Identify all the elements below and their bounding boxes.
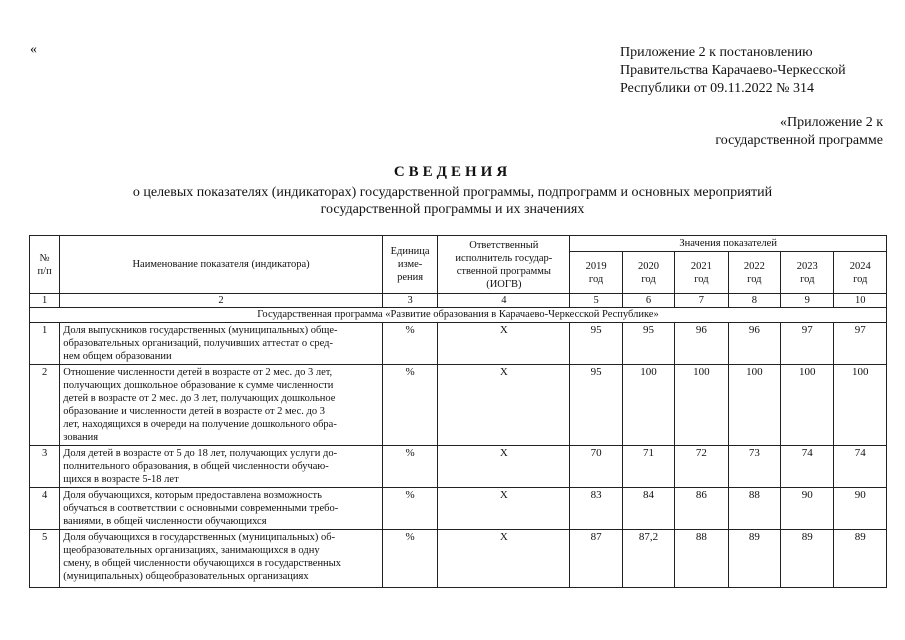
header-year: 2024 год — [834, 252, 887, 294]
indicator-unit: % — [382, 488, 437, 530]
indicator-index: 4 — [30, 488, 60, 530]
column-number-row — [30, 294, 887, 308]
indicator-name: Доля обучающихся, которым предоставлена возможность обучаться в соответствии с основными современными требо- ваниями, в общей численности обучающихся — [60, 488, 383, 530]
indicator-value: 71 — [622, 446, 674, 488]
indicator-index: 2 — [30, 365, 60, 446]
indicator-executor: Х — [438, 365, 570, 446]
indicator-value: 88 — [728, 488, 780, 530]
indicator-value: 89 — [728, 530, 780, 588]
indicator-value: 74 — [781, 446, 834, 488]
indicator-value: 100 — [622, 365, 674, 446]
indicator-row — [30, 530, 887, 588]
indicator-value: 95 — [570, 365, 622, 446]
indicator-value: 97 — [781, 323, 834, 365]
column-number: 4 — [438, 294, 570, 308]
column-number: 3 — [382, 294, 437, 308]
opening-quote-mark: « — [30, 42, 37, 57]
indicator-executor: Х — [438, 488, 570, 530]
header-num: № п/п — [30, 236, 60, 294]
indicator-value: 87 — [570, 530, 622, 588]
column-number: 7 — [675, 294, 728, 308]
column-number: 1 — [30, 294, 60, 308]
header-year: 2022 год — [728, 252, 780, 294]
indicator-value: 90 — [781, 488, 834, 530]
indicator-value: 87,2 — [622, 530, 674, 588]
indicator-value: 72 — [675, 446, 728, 488]
indicator-name: Отношение численности детей в возрасте от 2 мес. до 3 лет, получающих дошкольное образование к сумме численности детей в возрасте от 2 мес. до 3 лет, получающих дошкольное образование и численности детей в возрасте от 2 мес. до 3 лет, находящихся в очереди на получение дошкольного обра- зования — [60, 365, 383, 446]
indicator-value: 74 — [834, 446, 887, 488]
appendix-note-line: «Приложение 2 к — [780, 115, 883, 130]
indicator-executor: Х — [438, 323, 570, 365]
indicator-unit: % — [382, 323, 437, 365]
indicator-value: 86 — [675, 488, 728, 530]
document-subtitle — [60, 184, 845, 218]
indicator-value: 96 — [675, 323, 728, 365]
indicator-value: 95 — [622, 323, 674, 365]
header-year: 2021 год — [675, 252, 728, 294]
indicator-value: 95 — [570, 323, 622, 365]
indicator-value: 89 — [834, 530, 887, 588]
indicator-value: 73 — [728, 446, 780, 488]
indicator-value: 84 — [622, 488, 674, 530]
appendix-header — [620, 44, 846, 98]
indicator-unit: % — [382, 365, 437, 446]
document-title: СВЕДЕНИЯ — [393, 164, 512, 180]
column-number: 2 — [60, 294, 383, 308]
header-name: Наименование показателя (индикатора) — [60, 236, 383, 294]
header-year: 2023 год — [781, 252, 834, 294]
appendix-line: Приложение 2 к постановлению — [620, 45, 813, 60]
indicator-row — [30, 446, 887, 488]
header-values-group: Значения показателей — [570, 236, 887, 252]
indicator-value: 83 — [570, 488, 622, 530]
indicator-value: 100 — [834, 365, 887, 446]
indicator-index: 1 — [30, 323, 60, 365]
indicator-value: 88 — [675, 530, 728, 588]
indicator-unit: % — [382, 530, 437, 588]
indicator-name: Доля выпускников государственных (муниципальных) обще- образовательных организаций, получивших аттестат о сред- нем общем образовании — [60, 323, 383, 365]
appendix-note-line: государственной программе — [715, 133, 883, 148]
indicator-name: Доля обучающихся в государственных (муниципальных) об- щеобразовательных организациях, занимающихся в одну смену, в общей численности обучающихся в государственных (муниципальных) общеобразовательных организациях — [60, 530, 383, 588]
indicator-row — [30, 323, 887, 365]
subtitle-line: о целевых показателях (индикаторах) государственной программы, подпрограмм и основных мероприятий — [132, 185, 773, 200]
indicator-value: 97 — [834, 323, 887, 365]
column-number: 6 — [622, 294, 674, 308]
indicator-value: 100 — [675, 365, 728, 446]
subtitle-line: государственной программы и их значениях — [320, 202, 585, 217]
indicator-row — [30, 488, 887, 530]
header-unit: Единица изме- рения — [382, 236, 437, 294]
indicator-executor: Х — [438, 446, 570, 488]
column-number: 8 — [728, 294, 780, 308]
indicator-unit: % — [382, 446, 437, 488]
indicator-row — [30, 365, 887, 446]
indicator-value: 90 — [834, 488, 887, 530]
header-year: 2019 год — [570, 252, 622, 294]
indicator-index: 3 — [30, 446, 60, 488]
appendix-line: Правительства Карачаево-Черкесской — [620, 63, 846, 78]
indicator-value: 100 — [728, 365, 780, 446]
indicator-value: 70 — [570, 446, 622, 488]
indicator-name: Доля детей в возрасте от 5 до 18 лет, получающих услуги до- полнительного образования, в общей численности обучаю- щихся в возрасте 5-18 лет — [60, 446, 383, 488]
appendix-program-note — [715, 114, 883, 150]
column-number: 9 — [781, 294, 834, 308]
program-title: Государственная программа «Развитие образования в Карачаево-Черкесской Республике» — [30, 308, 887, 323]
header-executor: Ответственный исполнитель государ- ственной программы (ИОГВ) — [438, 236, 570, 294]
indicator-index: 5 — [30, 530, 60, 588]
header-year: 2020 год — [622, 252, 674, 294]
program-title-row — [30, 308, 887, 323]
indicator-value: 96 — [728, 323, 780, 365]
column-number: 5 — [570, 294, 622, 308]
indicator-value: 100 — [781, 365, 834, 446]
column-number: 10 — [834, 294, 887, 308]
indicators-table — [29, 235, 887, 588]
appendix-line: Республики от 09.11.2022 № 314 — [620, 81, 815, 96]
indicator-value: 89 — [781, 530, 834, 588]
indicator-executor: Х — [438, 530, 570, 588]
